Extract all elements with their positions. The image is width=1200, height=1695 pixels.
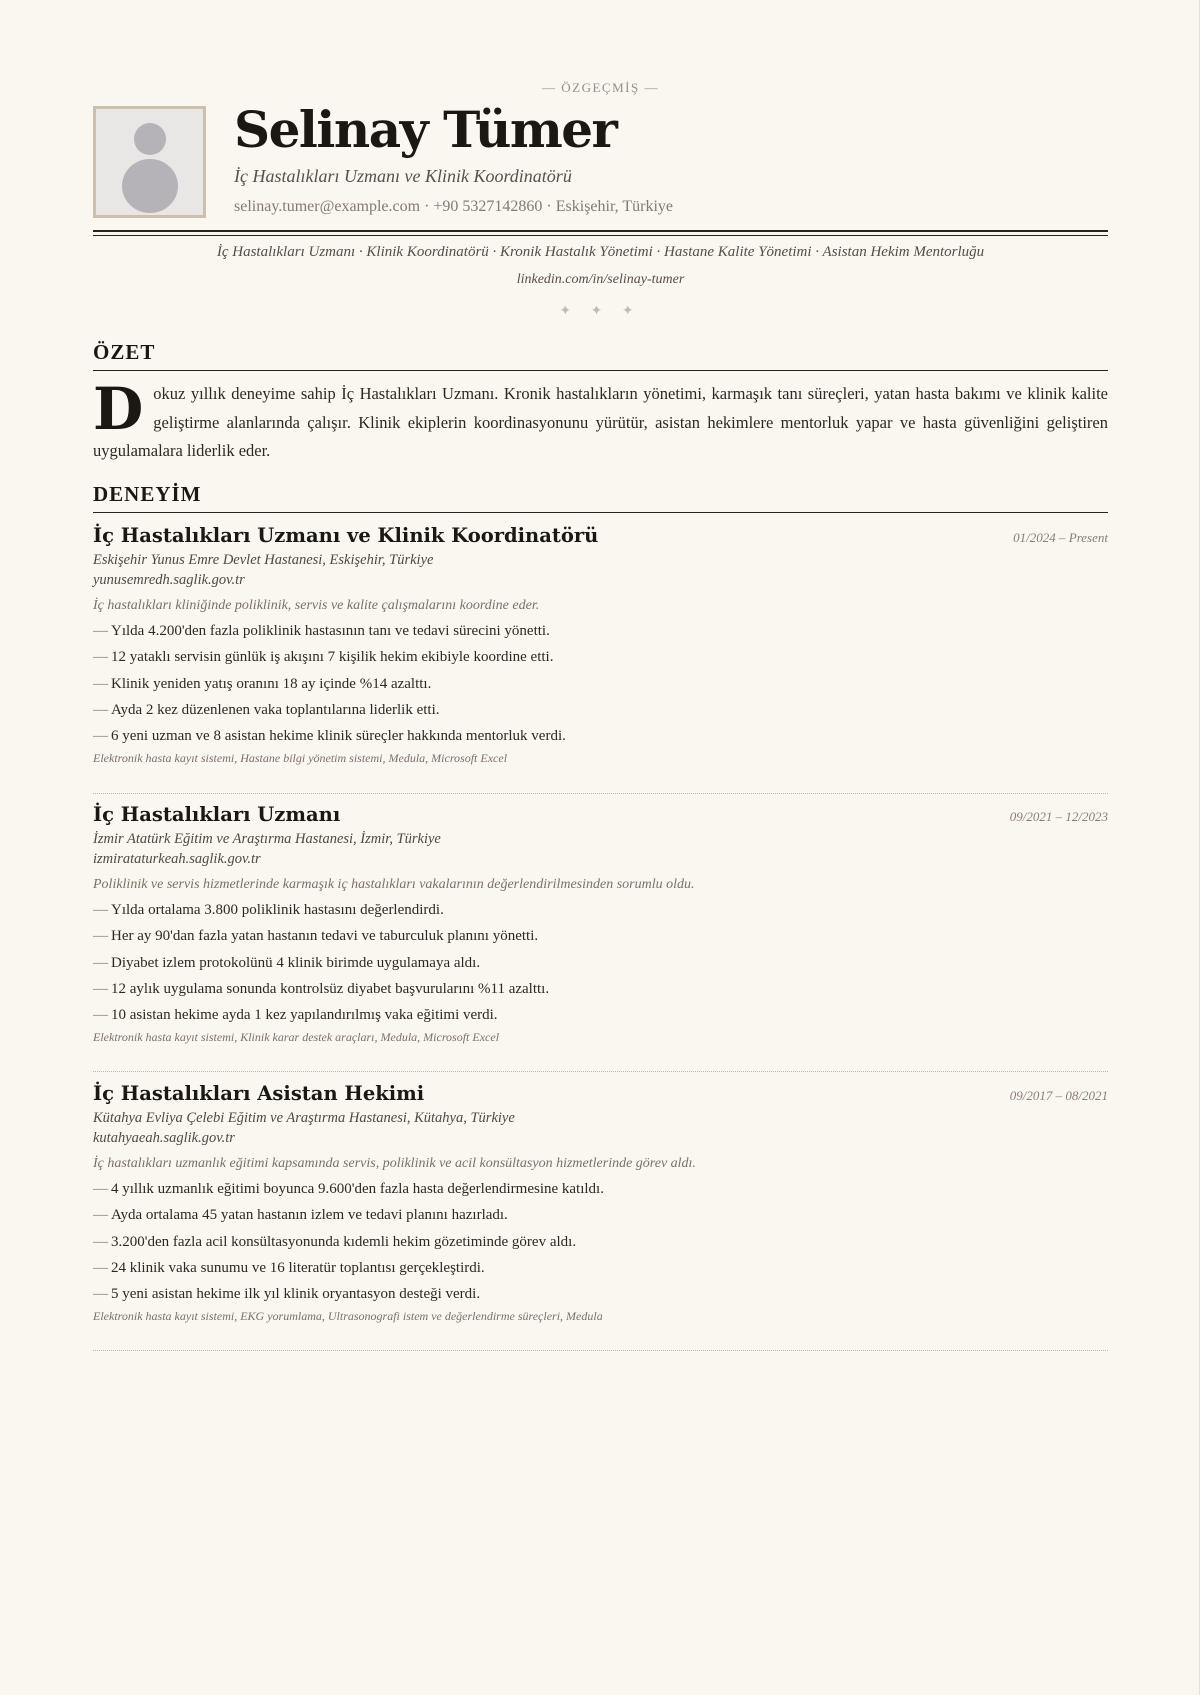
job-bullet: — 3.200'den fazla acil konsültasyonunda kıdemli hekim gözetiminde görev aldı. — [93, 1233, 577, 1250]
job-organization: Kütahya Evliya Çelebi Eğitim ve Araştırma Hastanesi, Kütahya, Türkiye — [93, 1110, 515, 1126]
dash-icon: — — [93, 1007, 108, 1024]
dash-icon: — — [93, 980, 108, 997]
job-entry — [93, 1082, 1108, 1324]
job-bullet: — 5 yeni asistan hekime ilk yıl klinik oryantasyon desteği verdi. — [93, 1286, 481, 1303]
avatar-head-icon — [134, 123, 166, 155]
specialty-tagline: İç Hastalıkları Uzmanı · Klinik Koordinatörü · Kronik Hastalık Yönetimi · Hastane Kalite Yönetimi · Asistan Hekim Mentorluğu — [216, 244, 985, 260]
document-kicker: — ÖZGEÇMİŞ — — [542, 80, 659, 95]
job-tools: Elektronik hasta kayıt sistemi, Klinik karar destek araçları, Medula, Microsoft Excel — [93, 1030, 500, 1045]
job-date: 09/2017 – 08/2021 — [1009, 1088, 1108, 1103]
dash-icon: — — [93, 1259, 108, 1276]
summary-text-block — [93, 375, 1108, 466]
job-organization: Eskişehir Yunus Emre Devlet Hastanesi, Eskişehir, Türkiye — [93, 552, 434, 568]
job-entry — [93, 524, 1108, 766]
job-website[interactable]: izmirataturkeah.saglik.gov.tr — [93, 851, 261, 867]
summary-dropcap: D — [93, 375, 144, 443]
job-bullet: — Yılda 4.200'den fazla poliklinik hastasının tanı ve tedavi sürecini yönetti. — [93, 623, 550, 639]
summary-text: okuz yıllık deneyime sahip İç Hastalıkları Uzmanı. Kronik hastalıkların yönetimi, karmaşık tanı süreçleri, yatan hasta bakımı ve klinik kalite geliştirme alanlarında çalışır. Klinik ekiplerin koordinasyonunu yürütür, asistan hekimlere mentorluk yapar ve hasta güvenliğini geliştiren uygulamalara liderlik eder. — [93, 384, 1108, 460]
job-date: 09/2021 – 12/2023 — [1009, 809, 1108, 824]
dash-icon: — — [93, 675, 108, 692]
job-description: Poliklinik ve servis hizmetlerinde karmaşık iç hastalıkları vakalarının değerlendirilmesinden sorumlu oldu. — [93, 877, 695, 892]
job-bullet-list — [93, 618, 1108, 749]
job-bullet: — Ayda 2 kez düzenlenen vaka toplantılarına liderlik etti. — [93, 701, 440, 718]
job-bullet: — 24 klinik vaka sunumu ve 16 literatür toplantısı gerçekleştirdi. — [93, 1259, 485, 1276]
dash-icon: — — [93, 1207, 108, 1224]
dash-icon: — — [93, 928, 108, 945]
job-title: İç Hastalıkları Uzmanı — [93, 803, 341, 826]
job-entry — [93, 803, 1108, 1045]
dash-icon: — — [93, 902, 108, 918]
job-separator — [93, 1071, 1108, 1072]
job-separator — [93, 1350, 1108, 1351]
job-date: 01/2024 – Present — [1013, 530, 1108, 545]
job-title: İç Hastalıkları Uzmanı ve Klinik Koordinatörü — [93, 524, 599, 547]
job-description: İç hastalıkları uzmanlık eğitimi kapsamında servis, poliklinik ve acil konsültasyon hizmetlerinde görev aldı. — [93, 1156, 696, 1171]
job-tools: Elektronik hasta kayıt sistemi, EKG yorumlama, Ultrasonografi istem ve değerlendirme süreçleri, Medula — [93, 1309, 603, 1324]
candidate-role: İç Hastalıkları Uzmanı ve Klinik Koordinatörü — [234, 166, 572, 186]
dash-icon: — — [93, 649, 108, 666]
contact-line: selinay.tumer@example.com · +90 5327142860 · Eskişehir, Türkiye — [234, 198, 674, 215]
dash-icon: — — [93, 954, 108, 971]
header-rule-thick — [93, 230, 1108, 232]
dash-icon: — — [93, 701, 108, 718]
job-description: İç hastalıkları kliniğinde poliklinik, servis ve kalite çalışmalarını koordine eder. — [93, 598, 540, 613]
dash-icon: — — [93, 623, 108, 639]
candidate-name: Selinay Tümer — [234, 100, 617, 159]
dash-icon: — — [93, 1286, 108, 1303]
job-bullet: — 12 yataklı servisin günlük iş akışını 7 kişilik hekim ekibiyle koordine etti. — [93, 649, 554, 666]
job-tools: Elektronik hasta kayıt sistemi, Hastane bilgi yönetim sistemi, Medula, Microsoft Excel — [93, 751, 508, 766]
summary-heading: ÖZET — [93, 340, 1108, 371]
job-organization: İzmir Atatürk Eğitim ve Araştırma Hastanesi, İzmir, Türkiye — [93, 831, 441, 847]
job-bullet: — Diyabet izlem protokolünü 4 klinik birimde uygulamaya aldı. — [93, 954, 481, 971]
job-bullet: — 10 asistan hekime ayda 1 kez yapılandırılmış vaka eğitimi verdi. — [93, 1007, 498, 1024]
job-title: İç Hastalıkları Asistan Hekimi — [93, 1082, 425, 1105]
job-bullet-list — [93, 897, 1108, 1028]
experience-heading: DENEYİM — [93, 482, 1108, 513]
avatar-body-icon — [122, 159, 178, 213]
job-bullet-list — [93, 1176, 1108, 1307]
dash-icon: — — [93, 1233, 108, 1250]
job-bullet: — 6 yeni uzman ve 8 asistan hekime klinik süreçler hakkında mentorluk verdi. — [93, 728, 566, 745]
job-bullet: — Her ay 90'dan fazla yatan hastanın tedavi ve taburculuk planını yönetti. — [93, 928, 539, 945]
job-website[interactable]: kutahyaeah.saglik.gov.tr — [93, 1130, 235, 1146]
job-website[interactable]: yunusemredh.saglik.gov.tr — [93, 572, 245, 588]
ornament-divider: ✦ ✦ ✦ — [559, 304, 642, 319]
job-bullet: — Klinik yeniden yatış oranını 18 ay içinde %14 azalttı. — [93, 675, 432, 692]
dash-icon: — — [93, 1181, 108, 1197]
header-rule-thin — [93, 235, 1108, 236]
job-separator — [93, 793, 1108, 794]
job-bullet: — Yılda ortalama 3.800 poliklinik hastasını değerlendirdi. — [93, 902, 444, 918]
job-bullet: — Ayda ortalama 45 yatan hastanın izlem ve tedavi planını hazırladı. — [93, 1207, 508, 1224]
job-bullet: — 4 yıllık uzmanlık eğitimi boyunca 9.600'den fazla hasta değerlendirmesine katıldı. — [93, 1181, 604, 1197]
job-bullet: — 12 aylık uygulama sonunda kontrolsüz diyabet başvurularını %11 azalttı. — [93, 980, 550, 997]
linkedin-link[interactable]: linkedin.com/in/selinay-tumer — [516, 272, 685, 287]
dash-icon: — — [93, 728, 108, 745]
avatar — [93, 106, 206, 218]
